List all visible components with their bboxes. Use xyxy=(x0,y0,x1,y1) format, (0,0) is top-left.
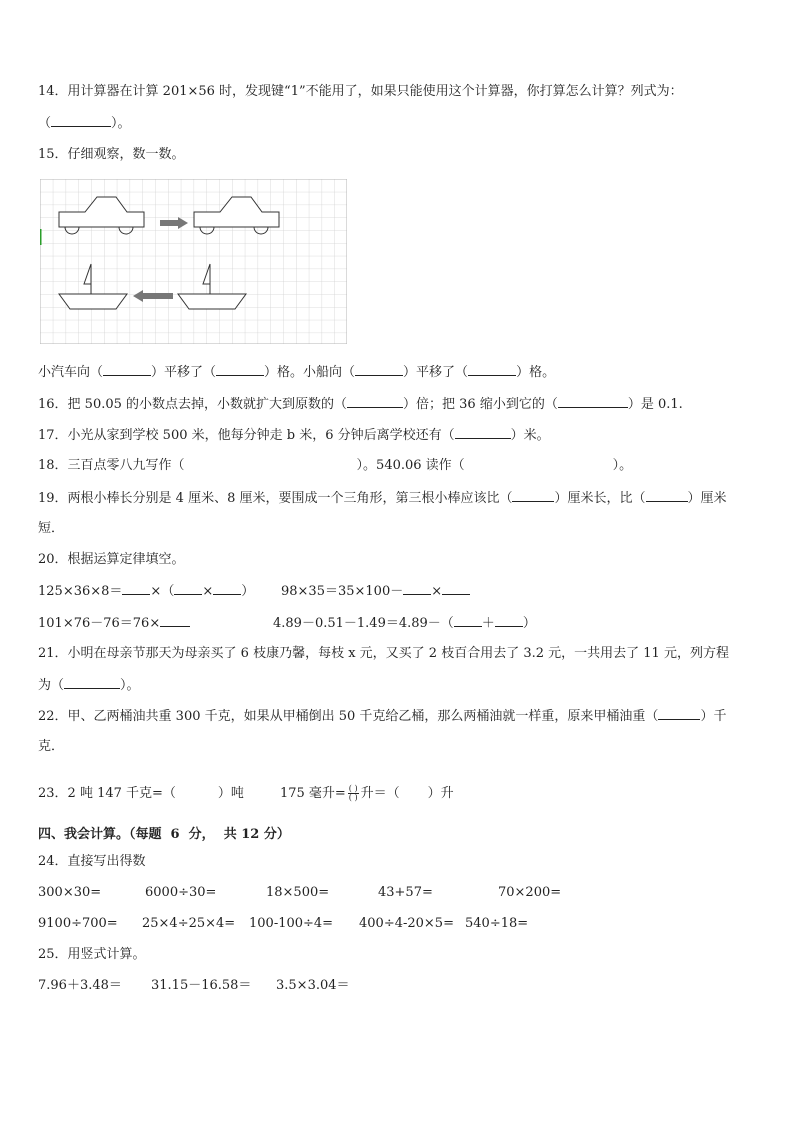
q24-r2-5: 540÷18= xyxy=(465,916,529,931)
q19-line2: 短． xyxy=(38,521,65,536)
q24-r1-2: 6000÷30= xyxy=(145,885,217,900)
q19-blank-2[interactable] xyxy=(646,489,688,502)
q16-blank-2[interactable] xyxy=(558,395,628,408)
q20-blank-6[interactable] xyxy=(160,614,190,627)
q25-item-3: 3.5×3.04＝ xyxy=(276,978,350,993)
q20-blank-2[interactable] xyxy=(174,582,202,595)
q20-row1a: 125×36×8＝ ×（ × ） xyxy=(38,584,255,599)
q14-line2 xyxy=(38,114,131,133)
q15-blank-2[interactable] xyxy=(216,363,264,376)
q21-line2: 为（ ）。 xyxy=(38,678,140,693)
q20-title: 20．根据运算定律填空。 xyxy=(38,552,185,567)
q24-title: 24．直接写出得数 xyxy=(38,854,146,869)
q20-row2a: 101×76－76＝76× xyxy=(38,614,190,633)
q17-blank[interactable] xyxy=(455,426,511,439)
section-4-heading: 四、我会计算。（每题 6 分， 共 12 分） xyxy=(38,827,290,842)
q15-blank-4[interactable] xyxy=(468,363,516,376)
q20-blank-5[interactable] xyxy=(442,582,470,595)
q16-blank-1[interactable] xyxy=(347,395,403,408)
q24-r1-3: 18×500= xyxy=(266,885,330,900)
q24-r2-2: 25×4÷25×4= xyxy=(142,916,236,931)
q17-line: 17．小光从家到学校 500 米，他每分钟走 b 米，6 分钟后离学校还有（ ）米。 xyxy=(38,428,550,443)
q15-blank-1[interactable] xyxy=(103,363,151,376)
q16-line: 16．把 50.05 的小数点去掉，小数就扩大到原数的（ ）倍；把 36 缩小到它的（ ）是 0.1. xyxy=(38,397,683,412)
q14-open: （ xyxy=(38,116,52,131)
q22-blank[interactable] xyxy=(658,707,700,720)
grid-background xyxy=(40,179,347,344)
q21-line1: 21．小明在母亲节那天为母亲买了 6 枝康乃馨，每枝 x 元，又买了 2 枝百合用去了 3.2 元，一共用去了 11 元，列方程 xyxy=(38,646,729,661)
q18-line: 18．三百点零八九写作（ ）。540.06 读作（ ）。 xyxy=(38,458,633,473)
q23-line: 23．2 吨 147 千克=（ ）吨 175 毫升= $\frac{( )}{( )}$ 升＝（ ）升 xyxy=(38,784,454,802)
q24-r2-3: 100-100÷4= xyxy=(249,916,334,931)
q19-line1: 19．两根小棒长分别是 4 厘米、8 厘米，要围成一个三角形，第三根小棒应该比（ ）厘米长，比（ ）厘米 xyxy=(38,491,727,506)
q20-row1b: 98×35＝35×100－ × xyxy=(281,582,470,601)
q20-blank-8[interactable] xyxy=(495,614,523,627)
q24-r1-4: 43+57= xyxy=(378,885,433,900)
q20-blank-7[interactable] xyxy=(454,614,482,627)
q22-line2: 克． xyxy=(38,739,65,754)
q20-blank-3[interactable] xyxy=(213,582,241,595)
q23-fraction[interactable]: $\frac{( )}{( )}$ xyxy=(348,784,358,802)
q24-r1-5: 70×200= xyxy=(498,885,562,900)
q14-blank[interactable] xyxy=(51,114,111,127)
q20-blank-1[interactable] xyxy=(122,582,150,595)
q25-item-1: 7.96＋3.48＝ xyxy=(38,978,122,993)
q25-title: 25．用竖式计算。 xyxy=(38,947,146,962)
q21-blank[interactable] xyxy=(64,676,120,689)
translation-grid-figure xyxy=(40,179,347,344)
q15-answer: 小汽车向（ ）平移了（ ）格。小船向（ ）平移了（ ）格。 xyxy=(38,365,556,380)
q22-line1: 22．甲、乙两桶油共重 300 千克，如果从甲桶倒出 50 千克给乙桶，那么两桶油就一样重，原来甲桶油重（ ）千 xyxy=(38,709,727,724)
q19-blank-1[interactable] xyxy=(512,489,554,502)
q24-r2-4: 400÷4-20×5= xyxy=(359,916,454,931)
q15-title: 15．仔细观察，数一数。 xyxy=(38,147,185,162)
q14-line1: 14．用计算器在计算 201×56 时，发现键“1”不能用了，如果只能使用这个计算器，你打算怎么计算？列式为： xyxy=(38,84,683,99)
q25-item-2: 31.15－16.58＝ xyxy=(151,978,252,993)
q20-blank-4[interactable] xyxy=(403,582,431,595)
q24-r1-1: 300×30= xyxy=(38,885,102,900)
q24-r2-1: 9100÷700= xyxy=(38,916,118,931)
q15-blank-3[interactable] xyxy=(355,363,403,376)
q20-row2b: 4.89－0.51－1.49＝4.89－（ ＋ ） xyxy=(273,616,536,631)
q14-close: ）。 xyxy=(111,116,131,131)
